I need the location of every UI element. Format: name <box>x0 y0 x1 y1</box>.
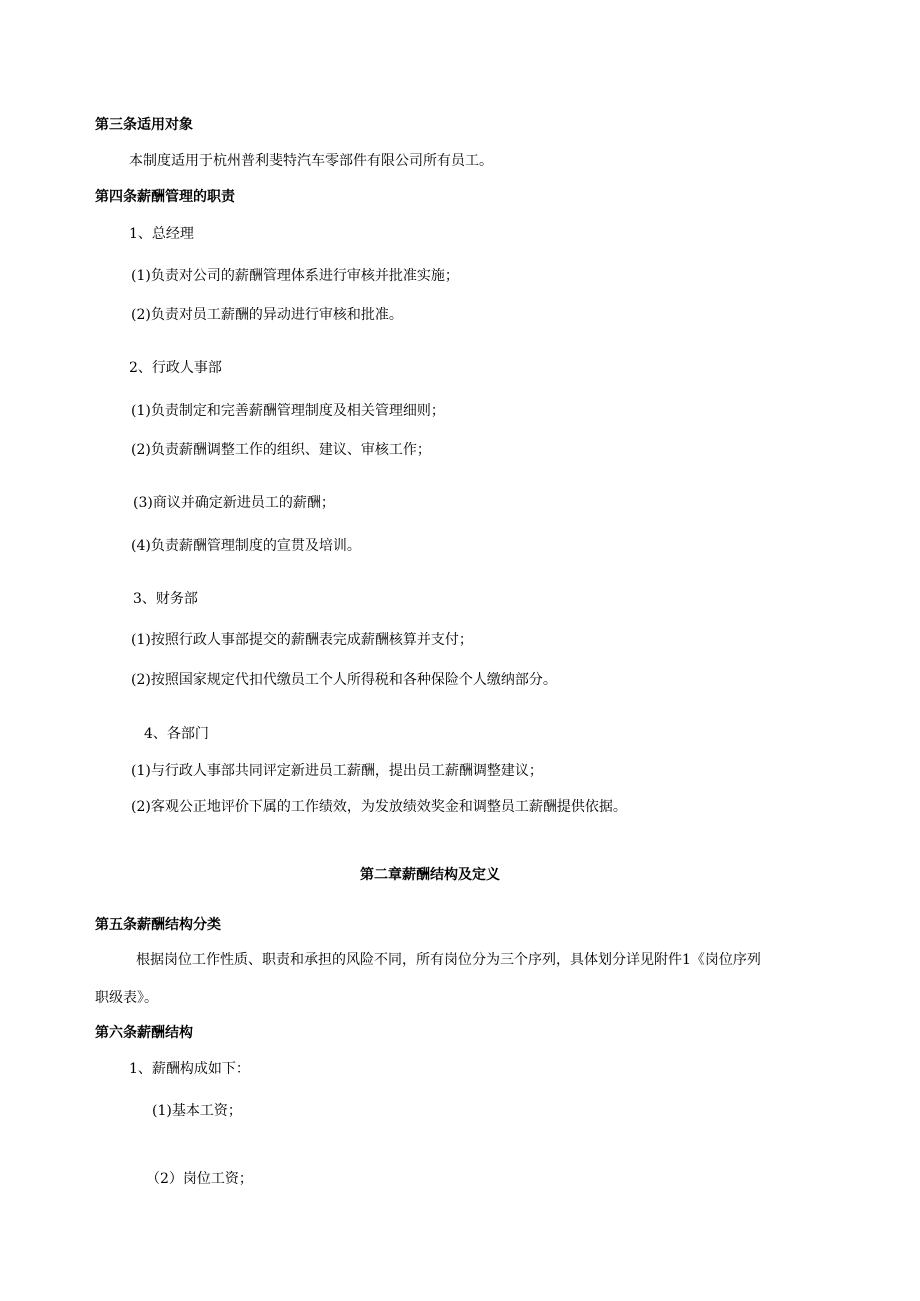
article-6-sub-1: 1、薪酬构成如下： <box>129 1061 250 1077</box>
salary-item-2: （2）岗位工资； <box>146 1171 253 1187</box>
hr-item-1: (1)负责制定和完善薪酬管理制度及相关管理细则； <box>131 403 445 419</box>
article-5-heading: 第五条薪酬结构分类 <box>95 917 221 933</box>
hr-item-4: (4)负责薪酬管理制度的宣贯及培训。 <box>131 538 361 554</box>
article-4-heading: 第四条薪酬管理的职责 <box>95 189 235 205</box>
depts-item-2: (2)客观公正地评价下属的工作绩效，为发放绩效奖金和调整员工薪酬提供依据。 <box>131 799 627 815</box>
chapter-2-title: 第二章薪酬结构及定义 <box>360 867 500 883</box>
finance-item-1: (1)按照行政人事部提交的薪酬表完成薪酬核算并支付； <box>131 632 473 648</box>
gm-item-2: (2)负责对员工薪酬的异动进行审核和批准。 <box>131 307 403 323</box>
finance-title: 3、财务部 <box>133 591 198 607</box>
hr-item-2: (2)负责薪酬调整工作的组织、建议、审核工作； <box>131 442 431 458</box>
salary-item-1: (1)基本工资； <box>152 1103 242 1119</box>
article-5-text-line-2: 职级表》。 <box>95 990 158 1006</box>
gm-item-1: (1)负责对公司的薪酬管理体系进行审核并批准实施； <box>131 268 459 284</box>
depts-title: 4、各部门 <box>144 726 209 742</box>
article-3-heading: 第三条适用对象 <box>95 117 193 133</box>
article-3-text: 本制度适用于杭州普利斐特汽车零部件有限公司所有员工。 <box>129 153 493 169</box>
article-5-text-line-1: 根据岗位工作性质、职责和承担的风险不同，所有岗位分为三个序列，具体划分详见附件1《岗位序列 <box>136 952 761 968</box>
finance-item-2: (2)按照国家规定代扣代缴员工个人所得税和各种保险个人缴纳部分。 <box>131 672 557 688</box>
article-6-heading: 第六条薪酬结构 <box>95 1025 193 1041</box>
hr-item-3: (3)商议并确定新进员工的薪酬； <box>133 495 335 511</box>
gm-title: 1、总经理 <box>129 226 194 242</box>
depts-item-1: (1)与行政人事部共同评定新进员工薪酬，提出员工薪酬调整建议； <box>131 763 543 779</box>
hr-title: 2、行政人事部 <box>129 360 222 376</box>
